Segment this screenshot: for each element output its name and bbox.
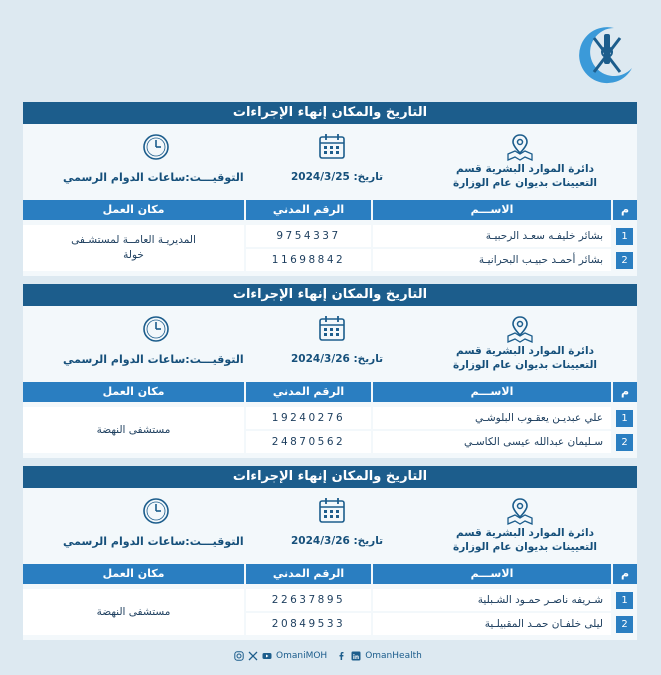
calendar-icon (317, 314, 347, 344)
instagram-icon[interactable] (234, 651, 244, 661)
civil-number: 9754337 (246, 225, 371, 247)
row-number: 1 (616, 410, 633, 427)
moh-logo (574, 22, 638, 86)
department-text: دائرة الموارد البشرية قسم التعيينات بديوان عام الوزارة (453, 163, 597, 189)
section-title: التاريخ والمكان إنهاء الإجراءات (23, 466, 637, 488)
staff-name: بشائر أحمـد حبيـب البحرانيـة (373, 249, 611, 271)
social-footer (234, 651, 422, 661)
location-pin-icon (505, 314, 535, 344)
work-place: مستشفى النهضة (23, 407, 244, 453)
civil-number: 24870562 (246, 431, 371, 453)
footer-handle-health[interactable]: OmanHealth (365, 651, 422, 661)
date-text: تاريخ: 2024/3/26 (291, 535, 384, 547)
staff-name: سـليمان عبدالله عيسى الكاسـي (373, 431, 611, 453)
clock-icon (141, 132, 171, 162)
footer-handle-moh[interactable]: OmaniMOH (276, 651, 328, 661)
row-number: 2 (616, 616, 633, 633)
row-number: 2 (616, 252, 633, 269)
header-num: م (613, 200, 637, 220)
row-number: 2 (616, 434, 633, 451)
civil-number: 20849533 (246, 613, 371, 635)
info-row (23, 488, 637, 564)
procedure-section-2 (23, 284, 637, 458)
header-name: الاســـم (373, 382, 611, 402)
work-place: المديريـة العامــة لمستشـفى خولة (23, 225, 244, 271)
calendar-icon (317, 132, 347, 162)
header-num: م (613, 564, 637, 584)
time-text: التوقيـــت:ساعات الدوام الرسمي (63, 171, 244, 184)
header-civil: الرقم المدني (246, 382, 371, 402)
clock-icon (141, 314, 171, 344)
header-name: الاســـم (373, 564, 611, 584)
row-number: 1 (616, 592, 633, 609)
header-work: مكان العمل (23, 382, 244, 402)
department-text: دائرة الموارد البشرية قسم التعيينات بديوان عام الوزارة (453, 345, 597, 371)
x-icon[interactable] (248, 651, 258, 661)
header-num: م (613, 382, 637, 402)
time-text: التوقيـــت:ساعات الدوام الرسمي (63, 535, 244, 548)
header-name: الاســـم (373, 200, 611, 220)
staff-name: شـريفه ناصـر حمـود الشـبلية (373, 589, 611, 611)
linkedin-icon[interactable] (351, 651, 361, 661)
row-number: 1 (616, 228, 633, 245)
header-work: مكان العمل (23, 564, 244, 584)
location-pin-icon (505, 132, 535, 162)
staff-name: بشائر خليفـه سعـد الرحبيـة (373, 225, 611, 247)
clock-icon (141, 496, 171, 526)
civil-number: 11698842 (246, 249, 371, 271)
date-text: تاريخ: 2024/3/26 (291, 353, 384, 365)
date-text: تاريخ: 2024/3/25 (291, 171, 384, 183)
department-text: دائرة الموارد البشرية قسم التعيينات بديوان عام الوزارة (453, 527, 597, 553)
svg-text:in: in (353, 653, 360, 661)
work-place: مستشفى النهضة (23, 589, 244, 635)
facebook-icon[interactable] (337, 651, 347, 661)
staff-name: ليلى خلفـان حمـد المقبيلـية (373, 613, 611, 635)
info-row (23, 124, 637, 200)
youtube-icon[interactable] (262, 651, 272, 661)
location-pin-icon (505, 496, 535, 526)
civil-number: 19240276 (246, 407, 371, 429)
info-row (23, 306, 637, 382)
header-civil: الرقم المدني (246, 200, 371, 220)
time-text: التوقيـــت:ساعات الدوام الرسمي (63, 353, 244, 366)
procedure-section-3 (23, 466, 637, 640)
header-civil: الرقم المدني (246, 564, 371, 584)
logo-emblem (574, 22, 638, 86)
section-title: التاريخ والمكان إنهاء الإجراءات (23, 284, 637, 306)
header-work: مكان العمل (23, 200, 244, 220)
procedure-section-1 (23, 102, 637, 276)
staff-name: علي عبديـن يعقـوب البلوشـي (373, 407, 611, 429)
section-title: التاريخ والمكان إنهاء الإجراءات (23, 102, 637, 124)
calendar-icon (317, 496, 347, 526)
civil-number: 22637895 (246, 589, 371, 611)
